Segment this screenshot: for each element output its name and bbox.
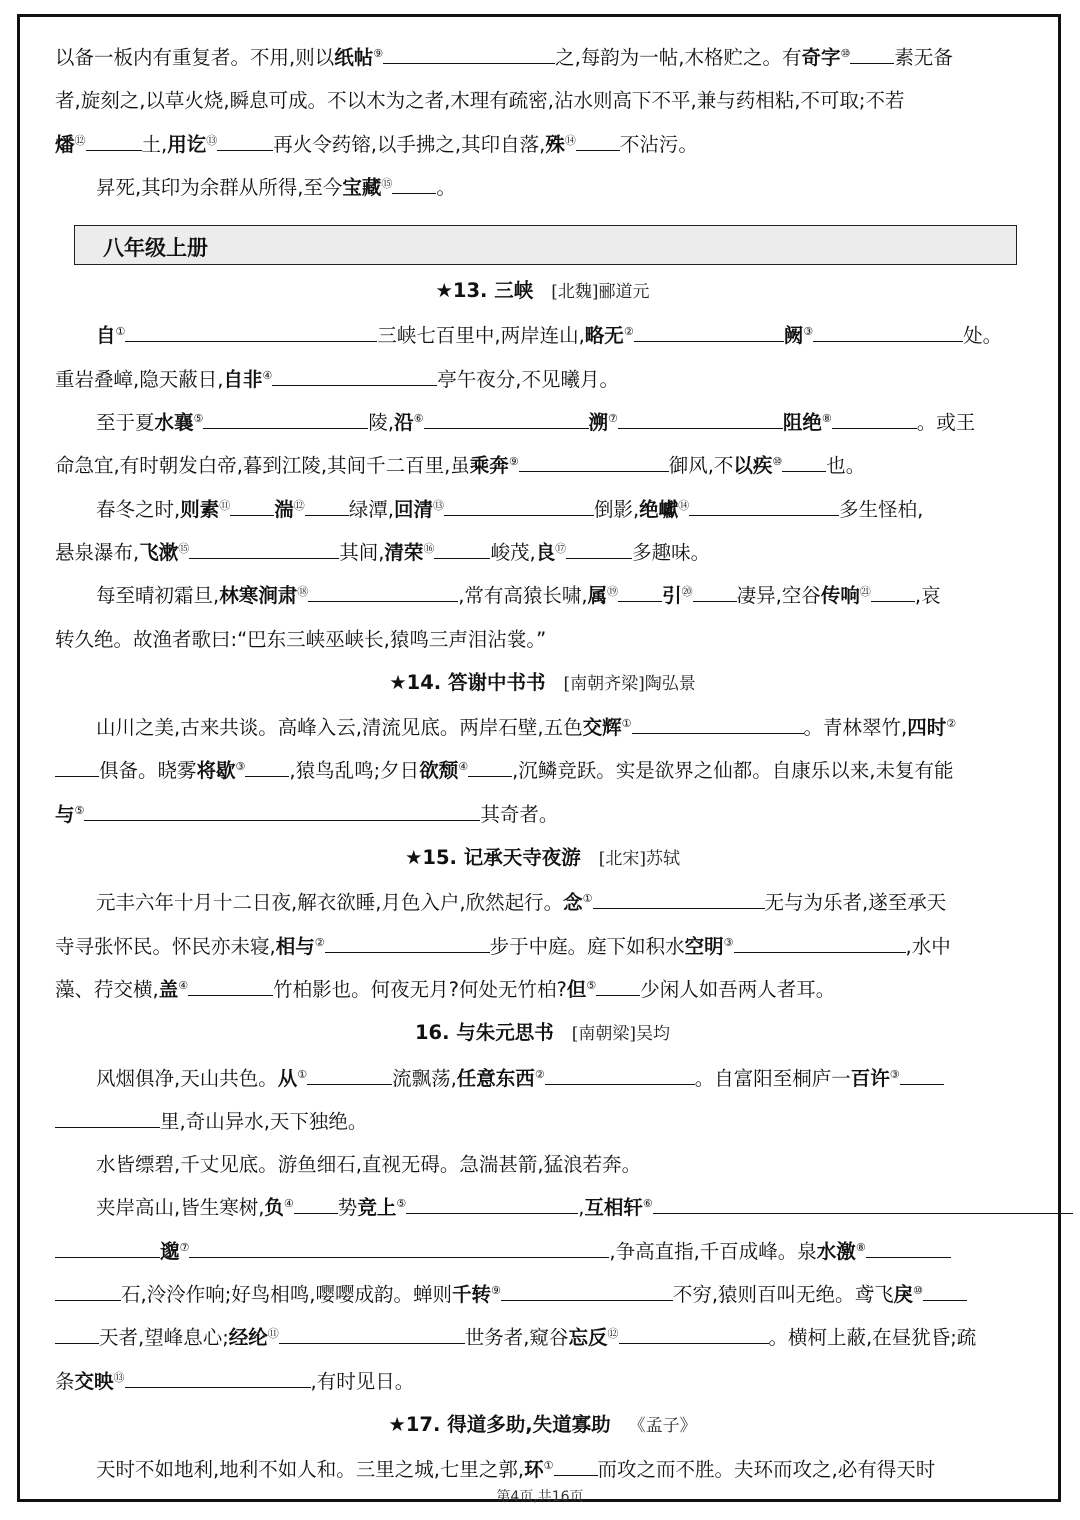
annotation-number: ⑧	[855, 1240, 866, 1254]
text-line	[55, 314, 1030, 357]
answer-blank[interactable]	[871, 587, 915, 602]
text-segment: ,水中	[905, 934, 951, 958]
annotation-number: ①	[582, 892, 593, 906]
answer-blank[interactable]	[230, 501, 274, 516]
text-segment: 湍	[274, 497, 294, 521]
text-segment: 倒影,绝巘	[593, 497, 679, 521]
annotation-number: ③	[235, 760, 246, 774]
annotation-number: ⑪	[267, 1327, 279, 1341]
text-segment: 三峡七百里中,两岸连山,	[377, 324, 585, 348]
annotation-number: ②	[946, 717, 957, 731]
text-line	[55, 1186, 1030, 1229]
text-line	[55, 1316, 1030, 1359]
answer-blank[interactable]	[519, 457, 669, 472]
annotation-number: ①	[115, 325, 126, 339]
text-line	[55, 123, 1030, 166]
text-segment: 里,奇山异水,天下独绝。	[160, 1109, 368, 1133]
annotation-number: ⑮	[178, 541, 190, 555]
text-segment: 不沾污。	[619, 132, 698, 156]
text-segment: 藻、荇交横,盖	[55, 977, 179, 1001]
annotation-number: ④	[458, 760, 469, 774]
text-segment: 土,用讫	[141, 132, 207, 156]
text-line	[55, 1057, 1030, 1100]
text-line	[55, 574, 1030, 617]
text-segment: 。横柯上蔽,在昼犹昏;疏	[768, 1326, 977, 1350]
answer-blank[interactable]	[634, 327, 784, 342]
text-segment: 亭午夜分,不见曦月。	[437, 367, 619, 391]
text-segment: 者,旋刻之,以草火烧,瞬息可成。不以木为之者,木理有疏密,沾水则高下不平,兼与药相粘,不可取;不若	[55, 89, 905, 113]
text-segment: 多生怪柏,	[839, 497, 924, 521]
title-number: 16.	[414, 1021, 457, 1045]
text-title	[55, 661, 1030, 706]
worksheet-content	[55, 36, 1030, 1492]
answer-blank[interactable]	[189, 544, 339, 559]
annotation-number: ⑤	[74, 803, 85, 817]
text-title	[55, 1011, 1030, 1056]
text-segment: 。自富阳至桐庐一百许	[694, 1066, 890, 1090]
text-segment: 阻绝	[782, 411, 822, 435]
answer-blank[interactable]	[55, 1329, 99, 1344]
text-segment: ,沉鳞竞跃。实是欲界之仙都。自康乐以来,未复有能	[512, 759, 954, 783]
text-segment: 风烟俱净,天山共色。从	[96, 1066, 298, 1090]
answer-blank[interactable]	[272, 371, 437, 386]
annotation-number: ①	[621, 717, 632, 731]
annotation-number: ⑲	[607, 585, 619, 599]
annotation-number: ⑭	[678, 498, 690, 512]
annotation-number: ⑫	[74, 133, 86, 147]
title-number: 15.	[422, 846, 464, 870]
annotation-number: ⑤	[586, 978, 597, 992]
title-number: 17.	[405, 1412, 448, 1436]
answer-blank[interactable]	[832, 414, 917, 429]
text-segment: 自	[96, 324, 116, 348]
annotation-number: ⑥	[642, 1197, 653, 1211]
annotation-number: ⑨	[373, 47, 384, 60]
annotation-number: ③	[723, 935, 734, 949]
annotation-number: ⑤	[193, 412, 204, 426]
answer-blank[interactable]	[618, 414, 783, 429]
text-segment: 悬泉瀑布,飞漱	[55, 540, 179, 564]
answer-blank[interactable]	[850, 49, 894, 64]
text-segment: 引	[662, 584, 682, 608]
text-segment: 陵,沿	[368, 411, 414, 435]
answer-blank[interactable]	[434, 544, 490, 559]
text-segment: 至于夏水襄	[96, 411, 194, 435]
text-line	[55, 749, 1030, 792]
answer-blank[interactable]	[444, 501, 594, 516]
text-segment: 以备一板内有重复者。不用,则以纸帖	[55, 46, 374, 69]
intro-passage	[55, 36, 1030, 209]
title-name: 答谢中书书	[448, 670, 546, 694]
text-segment: ,互相轩	[578, 1196, 643, 1220]
text-segment: 溯	[588, 411, 609, 435]
answer-blank[interactable]	[86, 136, 142, 151]
annotation-number: ⑦	[179, 1240, 190, 1254]
annotation-number: ②	[623, 325, 634, 339]
section-title: 八年级上册	[103, 236, 208, 261]
text-line	[55, 618, 1030, 661]
text-line	[55, 358, 1030, 401]
annotation-number: ⑧	[821, 412, 832, 426]
text-segment: 天者,望峰息心;经纶	[99, 1326, 268, 1350]
annotation-number: ⑮	[381, 176, 393, 190]
text-line	[55, 793, 1030, 836]
text-line	[55, 1100, 1030, 1143]
annotation-number: ①	[297, 1067, 308, 1081]
annotation-number: ⑩	[913, 1284, 923, 1298]
text-segment: 石,泠泠作响;好鸟相鸣,嘤嘤成韵。蝉则千转	[121, 1283, 491, 1307]
text-segment: 世务者,窥谷忘反	[464, 1326, 608, 1350]
text-segment: 每至晴初霜旦,林寒涧肃	[96, 584, 298, 608]
text-segment: ,常有高猿长啸,属	[458, 584, 608, 608]
text-segment: 绿潭,回清	[348, 497, 433, 521]
answer-blank[interactable]	[307, 1070, 392, 1085]
annotation-number: ⑤	[396, 1197, 407, 1211]
annotation-number: ⑥	[413, 412, 424, 426]
answer-blank[interactable]	[217, 136, 273, 151]
title-source: [北魏]郦道元	[551, 282, 650, 303]
annotation-number: ⑬	[432, 498, 444, 512]
answer-blank[interactable]	[923, 1286, 967, 1301]
title-number: 14.	[406, 670, 449, 694]
answer-blank[interactable]	[782, 457, 826, 472]
text-segment: 寺寻张怀民。怀民亦未寝,相与	[55, 934, 315, 958]
text-segment: 处。	[963, 324, 1003, 348]
annotation-number: ⑩	[840, 47, 851, 60]
answer-blank[interactable]	[55, 1113, 160, 1128]
answer-blank[interactable]	[900, 1070, 944, 1085]
text-segment: 奇字	[801, 46, 841, 69]
text-segment: 条交映	[55, 1369, 114, 1393]
answer-blank[interactable]	[325, 938, 490, 953]
text-segment: 素无备	[894, 46, 953, 69]
annotation-number: ⑫	[293, 498, 305, 512]
annotation-number: ⑯	[423, 541, 435, 555]
answer-blank[interactable]	[734, 938, 906, 953]
title-name: 得道多助,失道寡助	[447, 1412, 611, 1436]
text-segment: 水皆缥碧,千丈见底。游鱼细石,直视无碍。急湍甚箭,猛浪若奔。	[96, 1153, 642, 1177]
answer-blank[interactable]	[203, 414, 368, 429]
annotation-number: ④	[178, 978, 189, 992]
answer-blank[interactable]	[406, 1199, 578, 1214]
text-line	[55, 531, 1030, 574]
text-segment: ,猿鸟乱鸣;夕日欲颓	[289, 759, 459, 783]
title-star: ★	[435, 279, 453, 303]
text-line	[55, 706, 1030, 749]
answer-blank[interactable]	[125, 327, 377, 342]
text-segment: 转久绝。故渔者歌曰:“巴东三峡巫峡长,猿鸣三声泪沾裳。”	[55, 627, 547, 651]
text-segment: 山川之美,古来共谈。高峰入云,清流见底。两岸石壁,五色交辉	[96, 716, 622, 740]
answer-blank[interactable]	[593, 894, 765, 909]
text-segment: 竹柏影也。何夜无月?何处无竹柏?但	[273, 977, 587, 1001]
answer-blank[interactable]	[55, 1243, 160, 1258]
text-segment: 多趣味。	[632, 540, 711, 564]
answer-blank[interactable]	[618, 587, 662, 602]
text-segment: 。青林翠竹,四时	[803, 716, 947, 740]
answer-blank[interactable]	[305, 501, 349, 516]
text-segment: 元丰六年十月十二日夜,解衣欲睡,月色入户,欣然起行。念	[96, 891, 583, 915]
answer-blank[interactable]	[596, 981, 640, 996]
text-segment: 俱备。晓雾将歇	[99, 759, 236, 783]
answer-blank[interactable]	[55, 1286, 121, 1301]
annotation-number: ⑱	[297, 585, 309, 599]
text-line	[55, 36, 1030, 79]
answer-blank[interactable]	[619, 1329, 769, 1344]
title-source: [北宋]苏轼	[598, 849, 681, 870]
text-title	[55, 269, 1030, 314]
answer-blank[interactable]	[279, 1329, 465, 1344]
answer-blank[interactable]	[545, 1070, 695, 1085]
text-segment: ,有时见日。	[310, 1369, 415, 1393]
annotation-number: ㉑	[859, 585, 871, 599]
answer-blank[interactable]	[501, 1286, 673, 1301]
text-segment: ,哀	[914, 584, 941, 608]
text-title	[55, 1403, 1030, 1448]
annotation-number: ④	[283, 1197, 294, 1211]
text-segment: ,争高直指,千百成峰。泉水激	[609, 1239, 856, 1263]
text-segment: 凄异,空谷传响	[736, 584, 860, 608]
title-name: 与朱元思书	[456, 1021, 554, 1045]
text-segment: 之,每韵为一帖,木格贮之。有	[555, 46, 802, 69]
text-line	[55, 881, 1030, 924]
annotation-number: ⑨	[508, 455, 519, 469]
text-segment: 无与为乐者,遂至承天	[764, 891, 947, 915]
text-segment: 其间,清荣	[339, 540, 424, 564]
answer-blank[interactable]	[689, 501, 839, 516]
answer-blank[interactable]	[383, 49, 555, 64]
text-segment: 也。	[826, 454, 866, 478]
text-segment: 峻茂,良	[490, 540, 556, 564]
answer-blank[interactable]	[294, 1199, 338, 1214]
text-list	[55, 269, 1030, 1491]
answer-blank[interactable]	[84, 806, 480, 821]
annotation-number: ①	[543, 1459, 554, 1473]
answer-blank[interactable]	[245, 762, 289, 777]
text-line	[55, 925, 1030, 968]
answer-blank[interactable]	[632, 719, 804, 734]
title-star: ★	[388, 1412, 406, 1436]
text-segment: 昇死,其印为余群从所得,至今宝藏	[96, 175, 382, 199]
text-line	[55, 1448, 1030, 1491]
text-segment: 重岩叠嶂,隐天蔽日,自非	[55, 367, 263, 391]
section-header	[74, 225, 1017, 265]
text-segment: 势竞上	[337, 1196, 397, 1220]
title-source: [南朝齐梁]陶弘景	[563, 673, 696, 694]
answer-blank[interactable]	[554, 1461, 598, 1476]
annotation-number: ⑪	[219, 498, 231, 512]
text-segment: 命急宜,有时朝发白帝,暮到江陵,其间千二百里,虽乘奔	[55, 454, 509, 478]
text-segment: 夹岸高山,皆生寒树,负	[96, 1196, 284, 1220]
title-name: 三峡	[494, 279, 534, 303]
answer-blank[interactable]	[468, 762, 512, 777]
answer-blank[interactable]	[189, 1243, 609, 1258]
answer-blank[interactable]	[392, 179, 436, 194]
text-segment: 燔	[55, 132, 75, 156]
title-star: ★	[404, 846, 423, 870]
title-source: [南朝梁]吴均	[571, 1024, 671, 1045]
annotation-number: ④	[262, 368, 273, 382]
page-footer: 第4页,共16页	[496, 1489, 584, 1505]
text-segment: 。或王	[916, 411, 976, 435]
text-line	[55, 968, 1030, 1011]
annotation-number: ②	[534, 1067, 545, 1081]
annotation-number: ⑳	[681, 585, 693, 599]
text-segment: 略无	[584, 324, 624, 348]
text-segment: 步于中庭。庭下如积水空明	[489, 934, 724, 958]
annotation-number: ②	[314, 935, 325, 949]
annotation-number: ③	[889, 1067, 900, 1081]
annotation-number: ⑫	[607, 1327, 619, 1341]
answer-blank[interactable]	[125, 1373, 311, 1388]
answer-blank[interactable]	[424, 414, 589, 429]
annotation-number: ③	[803, 325, 814, 339]
text-segment: 与	[55, 802, 75, 826]
text-segment: 而攻之而不胜。夫环而攻之,必有得天时	[597, 1458, 936, 1482]
text-line	[55, 444, 1030, 487]
text-segment: 流飘荡,任意东西	[392, 1066, 535, 1090]
text-line	[55, 488, 1030, 531]
annotation-number: ⑰	[555, 541, 567, 555]
answer-blank[interactable]	[653, 1199, 1073, 1214]
text-line	[55, 1273, 1030, 1316]
annotation-number: ⑭	[564, 133, 576, 147]
text-segment: 少闲人如吾两人者耳。	[640, 977, 836, 1001]
text-line	[55, 166, 1030, 209]
text-segment: 再火令药镕,以手拂之,其印自落,殊	[273, 132, 565, 156]
text-segment: 阙	[783, 324, 804, 348]
answer-blank[interactable]	[566, 544, 632, 559]
text-segment: 其奇者。	[480, 802, 559, 826]
annotation-number: ⑩	[772, 455, 783, 469]
text-line	[55, 79, 1030, 122]
text-segment: 春冬之时,则素	[96, 497, 220, 521]
text-segment: 不穷,猿则百叫无绝。	[672, 1283, 855, 1307]
answer-blank[interactable]	[308, 587, 458, 602]
answer-blank[interactable]	[866, 1243, 951, 1258]
text-line	[55, 1360, 1030, 1403]
text-segment: 鸢飞戾	[854, 1283, 914, 1307]
annotation-number: ⑦	[608, 412, 618, 426]
title-source: 《孟子》	[628, 1415, 697, 1436]
text-segment: 邈	[160, 1239, 180, 1263]
title-star: ★	[389, 670, 407, 694]
title-name: 记承天寺夜游	[463, 846, 581, 870]
text-segment: 御风,不以疾	[668, 454, 773, 478]
answer-blank[interactable]	[693, 587, 737, 602]
annotation-number: ⑬	[206, 133, 218, 147]
answer-blank[interactable]	[188, 981, 273, 996]
answer-blank[interactable]	[576, 136, 620, 151]
answer-blank[interactable]	[55, 762, 99, 777]
text-line	[55, 401, 1030, 444]
annotation-number: ⑬	[113, 1370, 125, 1384]
annotation-number: ⑨	[490, 1284, 501, 1298]
text-line	[55, 1143, 1030, 1186]
text-line	[55, 1230, 1030, 1273]
text-segment: 天时不如地利,地利不如人和。三里之城,七里之郭,环	[96, 1458, 544, 1482]
answer-blank[interactable]	[813, 327, 963, 342]
text-title	[55, 836, 1030, 881]
title-number: 13.	[452, 279, 495, 303]
text-segment: 。	[436, 175, 456, 199]
